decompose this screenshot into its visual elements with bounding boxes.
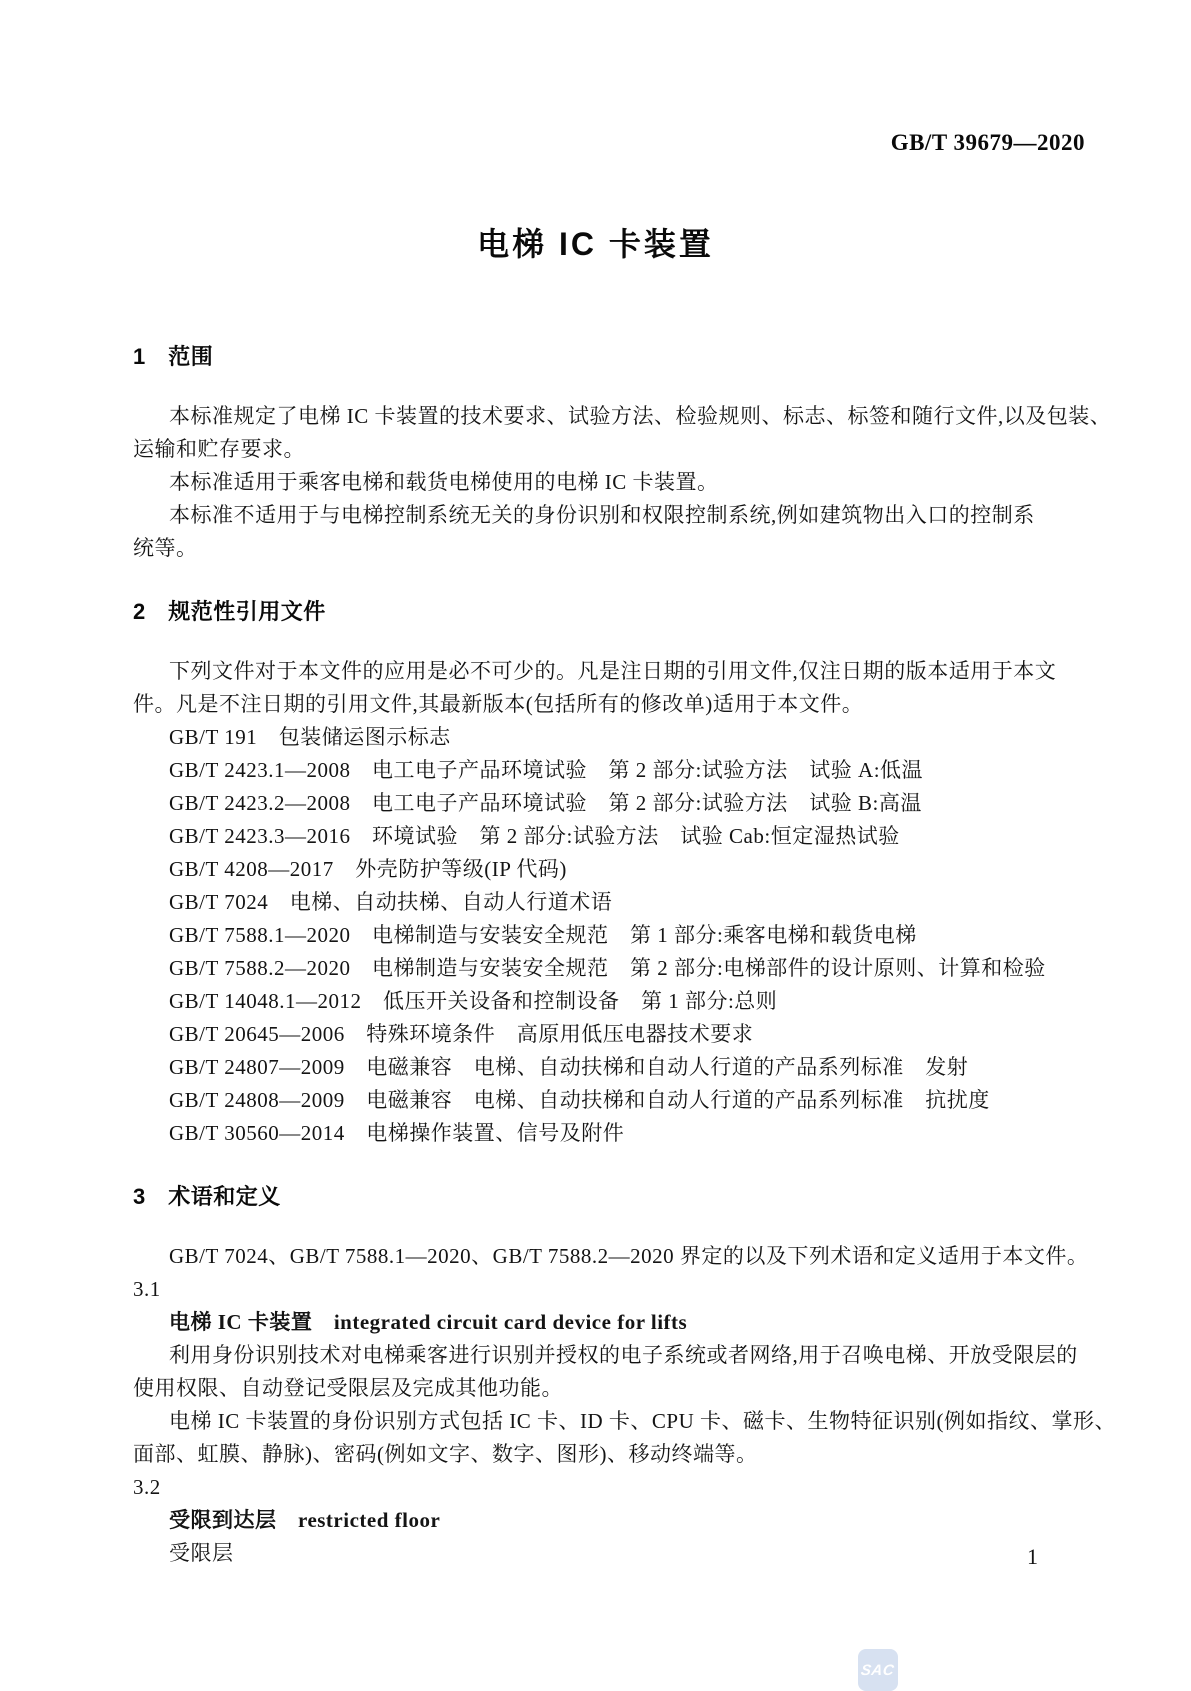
text-line: GB/T 24807—2009 电磁兼容 电梯、自动扶梯和自动人行道的产品系列标准 发射 (169, 1055, 969, 1079)
text-line: 3.2 (133, 1475, 161, 1499)
text-line: 利用身份识别技术对电梯乘客进行识别并授权的电子系统或者网络,用于召唤电梯、开放受限层的 (169, 1343, 1078, 1367)
text-line: 下列文件对于本文件的应用是必不可少的。凡是注日期的引用文件,仅注日期的版本适用于本文 (169, 659, 1057, 683)
page-number: 1 (1027, 1544, 1038, 1569)
text-line: GB/T 7024、GB/T 7588.1—2020、GB/T 7588.2—2020 界定的以及下列术语和定义适用于本文件。 (169, 1244, 1089, 1268)
text-line: GB/T 7024 电梯、自动扶梯、自动人行道术语 (169, 890, 613, 914)
text-line: 本标准规定了电梯 IC 卡装置的技术要求、试验方法、检验规则、标志、标签和随行文件,以及包装、 (169, 404, 1112, 428)
text-line: 使用权限、自动登记受限层及完成其他功能。 (133, 1376, 563, 1400)
text-line: GB/T 191 包装储运图示标志 (169, 725, 451, 749)
text-line: 3 术语和定义 (133, 1184, 281, 1209)
text-line: 件。凡是不注日期的引用文件,其最新版本(包括所有的修改单)适用于本文件。 (133, 692, 864, 716)
text-line: GB/T 2423.2—2008 电工电子产品环境试验 第 2 部分:试验方法 试验 B:高温 (169, 791, 922, 815)
text-line: GB/T 4208—2017 外壳防护等级(IP 代码) (169, 857, 567, 881)
text-line: 电梯 IC 卡装置的身份识别方式包括 IC 卡、ID 卡、CPU 卡、磁卡、生物特征识别(例如指纹、掌形、 (169, 1409, 1116, 1433)
text-line: 受限层 (169, 1541, 234, 1565)
text-line: GB/T 20645—2006 特殊环境条件 高原用低压电器技术要求 (169, 1022, 754, 1046)
text-line: 运输和贮存要求。 (133, 437, 305, 461)
text-line: 本标准不适用于与电梯控制系统无关的身份识别和权限控制系统,例如建筑物出入口的控制系 (169, 503, 1035, 527)
text-line: GB/T 2423.3—2016 环境试验 第 2 部分:试验方法 试验 Cab:恒定湿热试验 (169, 824, 900, 848)
text-line: 本标准适用于乘客电梯和载货电梯使用的电梯 IC 卡装置。 (169, 470, 719, 494)
text-line: 1 范围 (133, 344, 214, 369)
sac-watermark-logo (858, 1649, 898, 1691)
text-line: GB/T 24808—2009 电磁兼容 电梯、自动扶梯和自动人行道的产品系列标准 抗扰度 (169, 1088, 990, 1112)
text-line: 统等。 (133, 536, 198, 560)
text-line: 3.1 (133, 1277, 161, 1301)
text-line: GB/T 7588.2—2020 电梯制造与安装安全规范 第 2 部分:电梯部件的设计原则、计算和检验 (169, 956, 1046, 980)
text-line: GB/T 2423.1—2008 电工电子产品环境试验 第 2 部分:试验方法 试验 A:低温 (169, 758, 924, 782)
text-line: GB/T 7588.1—2020 电梯制造与安装安全规范 第 1 部分:乘客电梯和载货电梯 (169, 923, 917, 947)
page-title: 电梯 IC 卡装置 (477, 226, 714, 262)
text-line: GB/T 14048.1—2012 低压开关设备和控制设备 第 1 部分:总则 (169, 989, 778, 1013)
text-line: GB/T 30560—2014 电梯操作装置、信号及附件 (169, 1121, 625, 1145)
doc-number: GB/T 39679—2020 (890, 130, 1085, 155)
document-body (133, 340, 1116, 1570)
text-line: 面部、虹膜、静脉)、密码(例如文字、数字、图形)、移动终端等。 (133, 1442, 758, 1466)
text-line: 电梯 IC 卡装置 integrated circuit card device for lifts (169, 1310, 688, 1334)
watermark-label: SAC (860, 1661, 896, 1679)
text-line: 受限到达层 restricted floor (169, 1508, 441, 1532)
text-line: 2 规范性引用文件 (133, 599, 326, 624)
